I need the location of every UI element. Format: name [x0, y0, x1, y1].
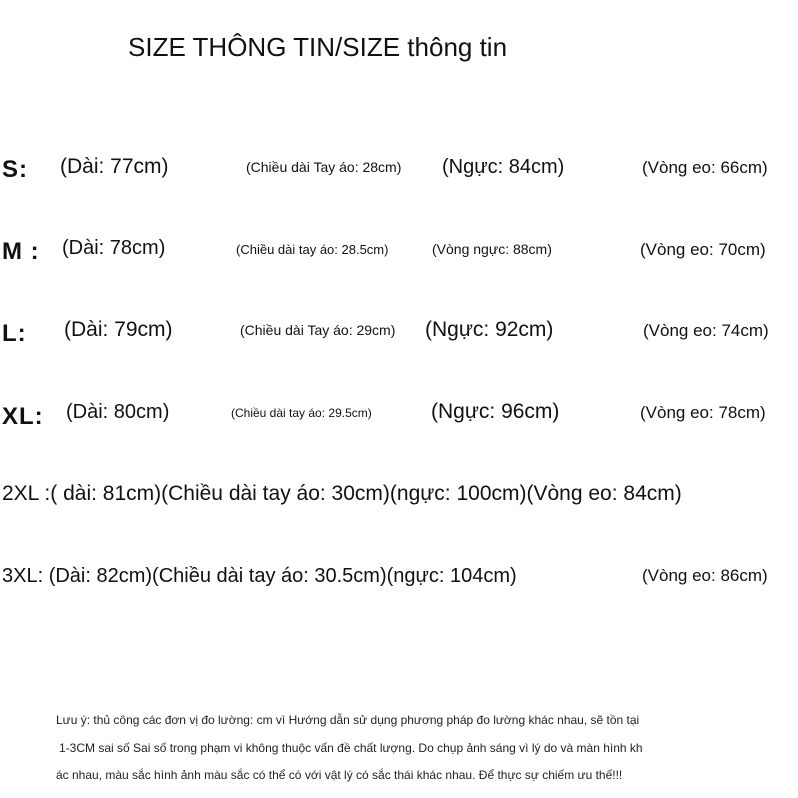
- chest-s: (Ngực: 84cm): [442, 156, 565, 178]
- row-2xl: 2XL :( dài: 81cm)(Chiều dài tay áo: 30cm)(ngực: 100cm)(Vòng eo: 84cm): [2, 482, 682, 505]
- note-line-2: 1-3CM sai số Sai số trong phạm vi không thuộc vấn đề chất lượng. Do chụp ảnh sáng vì lý do và màn hình kh: [59, 741, 643, 755]
- size-label-l: L:: [2, 320, 27, 347]
- length-s: (Dài: 77cm): [60, 155, 169, 178]
- waist-s: (Vòng eo: 66cm): [642, 158, 768, 177]
- waist-3xl: (Vòng eo: 86cm): [642, 566, 768, 585]
- length-m: (Dài: 78cm): [62, 237, 166, 259]
- page-title: SIZE THÔNG TIN/SIZE thông tin: [128, 32, 508, 62]
- waist-l: (Vòng eo: 74cm): [643, 321, 769, 340]
- size-label-m: M :: [2, 238, 40, 265]
- size-label-xl: XL:: [2, 403, 44, 430]
- waist-xl: (Vòng eo: 78cm): [640, 403, 766, 422]
- length-xl: (Dài: 80cm): [66, 401, 170, 423]
- row-3xl: 3XL: (Dài: 82cm)(Chiều dài tay áo: 30.5cm)(ngực: 104cm): [2, 565, 517, 587]
- chest-xl: (Ngực: 96cm): [431, 400, 560, 423]
- note-line-1: Lưu ý: thủ công các đơn vị đo lường: cm vì Hướng dẫn sử dụng phương pháp đo lường khác nhau, sẽ tồn tại: [56, 713, 640, 727]
- waist-m: (Vòng eo: 70cm): [640, 240, 766, 259]
- sleeve-xl: (Chiều dài tay áo: 29.5cm): [231, 406, 372, 420]
- chest-m: (Vòng ngực: 88cm): [432, 241, 552, 257]
- length-l: (Dài: 79cm): [64, 318, 173, 341]
- sleeve-s: (Chiều dài Tay áo: 28cm): [246, 159, 402, 175]
- size-label-s: S:: [2, 156, 28, 183]
- sleeve-m: (Chiều dài tay áo: 28.5cm): [236, 242, 389, 257]
- chest-l: (Ngực: 92cm): [425, 318, 554, 341]
- note-line-3: ác nhau, màu sắc hình ảnh màu sắc có thể có với vật lý có sắc thái khác nhau. Để thực sự chiếm ưu thế!!!: [56, 768, 623, 782]
- sleeve-l: (Chiều dài Tay áo: 29cm): [240, 322, 396, 338]
